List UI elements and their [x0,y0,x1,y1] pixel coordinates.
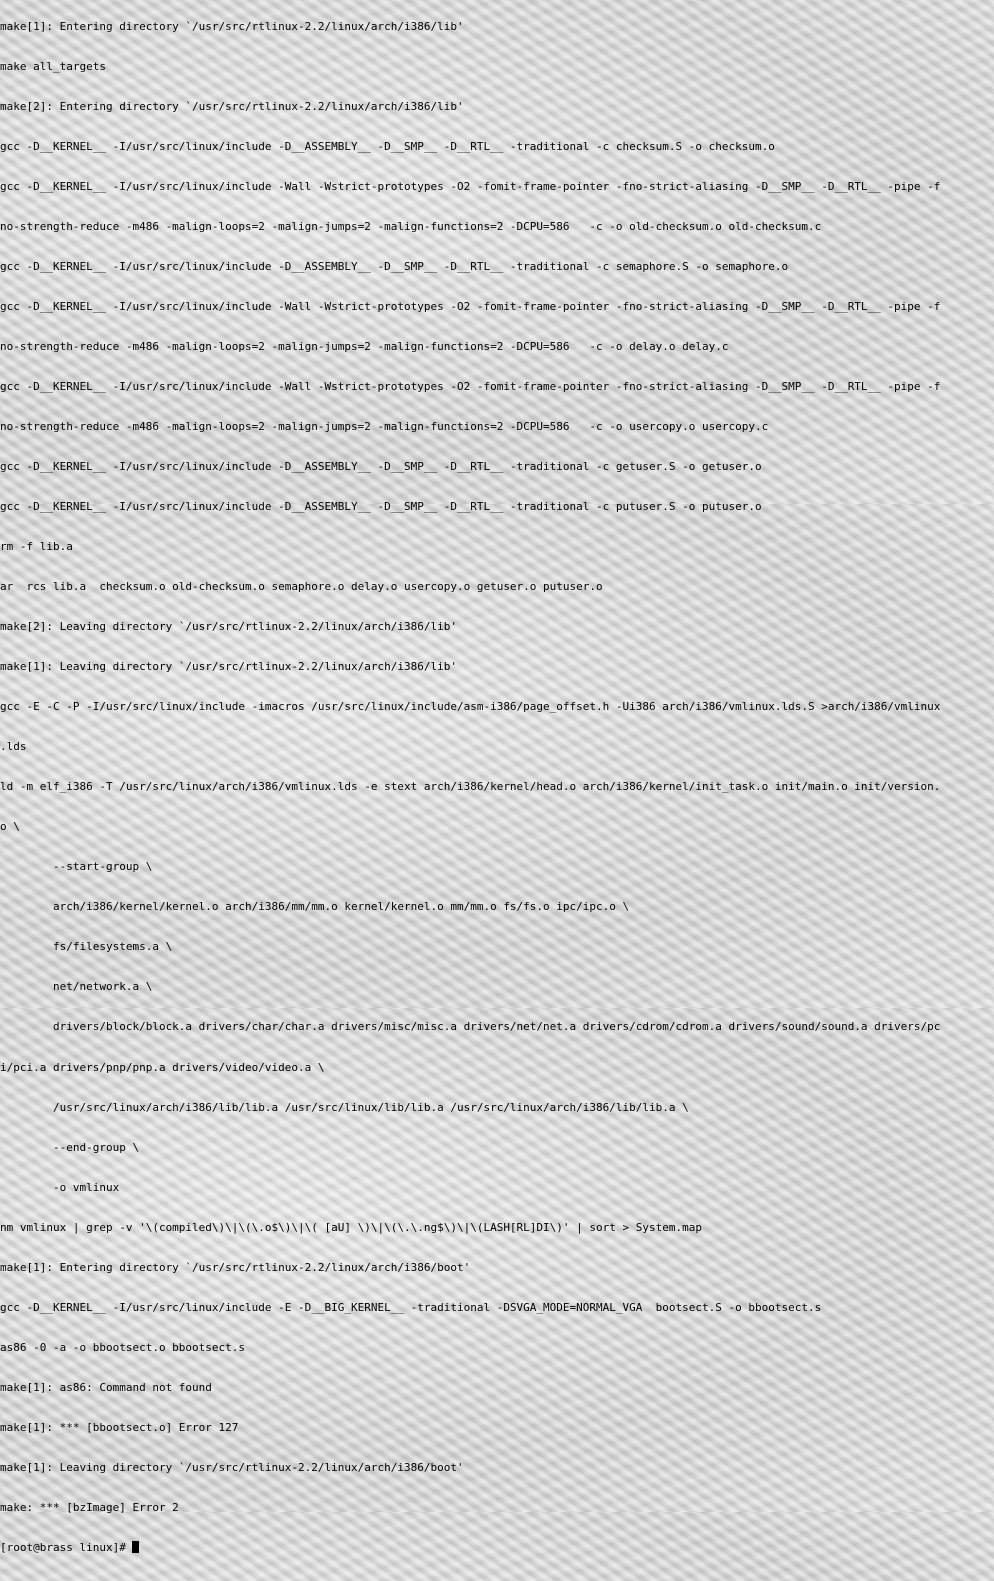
terminal-line: make[1]: Leaving directory `/usr/src/rtlinux-2.2/linux/arch/i386/boot' [0,1460,464,1474]
terminal-line: make all_targets [0,59,106,73]
terminal-line: make[1]: Leaving directory `/usr/src/rtlinux-2.2/linux/arch/i386/lib' [0,660,457,674]
terminal-line: no-strength-reduce -m486 -malign-loops=2 -malign-jumps=2 -malign-functions=2 -DCPU=586 -c -o old-checksum.o old-checksum.c [0,219,822,233]
terminal-line: arch/i386/kernel/kernel.o arch/i386/mm/mm.o kernel/kernel.o mm/mm.o fs/fs.o ipc/ipc.o \ [0,900,630,914]
terminal-line: gcc -D__KERNEL__ -I/usr/src/linux/include -D__ASSEMBLY__ -D__SMP__ -D__RTL__ -traditional -c getuser.S -o getuser.o [0,460,762,474]
command-line[interactable] [0,1541,994,1554]
terminal-line: net/network.a \ [0,980,153,994]
text-cursor [132,1541,139,1553]
terminal-line: fs/filesystems.a \ [0,940,173,954]
terminal-line: ld -m elf_i386 -T /usr/src/linux/arch/i386/vmlinux.lds -e stext arch/i386/kernel/head.o arch/i386/kernel/init_task.o init/main.o init/version. [0,780,941,794]
terminal-line: gcc -D__KERNEL__ -I/usr/src/linux/include -E -D__BIG_KERNEL__ -traditional -DSVGA_MODE=NORMAL_VGA bootsect.S -o bbootsect.s [0,1300,822,1314]
terminal-line: --start-group \ [0,860,153,874]
terminal-line: no-strength-reduce -m486 -malign-loops=2 -malign-jumps=2 -malign-functions=2 -DCPU=586 -c -o delay.o delay.c [0,339,729,353]
terminal-line: make[2]: Leaving directory `/usr/src/rtlinux-2.2/linux/arch/i386/lib' [0,620,457,634]
terminal-line: rm -f lib.a [0,540,73,554]
terminal-line: make[1]: Entering directory `/usr/src/rtlinux-2.2/linux/arch/i386/boot' [0,1260,471,1274]
terminal-line: -o vmlinux [0,1180,120,1194]
terminal-line: .lds [0,740,27,754]
terminal-line: gcc -D__KERNEL__ -I/usr/src/linux/include -D__ASSEMBLY__ -D__SMP__ -D__RTL__ -traditional -c checksum.S -o checksum.o [0,139,775,153]
terminal-line: make[1]: Entering directory `/usr/src/rtlinux-2.2/linux/arch/i386/lib' [0,19,464,33]
terminal-line: ar rcs lib.a checksum.o old-checksum.o semaphore.o delay.o usercopy.o getuser.o putuser.o [0,580,603,594]
terminal-line: /usr/src/linux/arch/i386/lib/lib.a /usr/src/linux/lib/lib.a /usr/src/linux/arch/i386/lib/lib.a \ [0,1100,689,1114]
terminal-line: gcc -D__KERNEL__ -I/usr/src/linux/include -Wall -Wstrict-prototypes -O2 -fomit-frame-pointer -fno-strict-aliasing -D__SMP__ -D__RTL__ -pipe -f [0,379,941,393]
terminal-line: i/pci.a drivers/pnp/pnp.a drivers/video/video.a \ [0,1060,325,1074]
terminal-line: as86 -0 -a -o bbootsect.o bbootsect.s [0,1340,246,1354]
terminal-line: make[1]: *** [bbootsect.o] Error 127 [0,1420,239,1434]
terminal-line: gcc -D__KERNEL__ -I/usr/src/linux/include -D__ASSEMBLY__ -D__SMP__ -D__RTL__ -traditional -c semaphore.S -o semaphore.o [0,259,789,273]
terminal-line: gcc -E -C -P -I/usr/src/linux/include -imacros /usr/src/linux/include/asm-i386/page_offset.h -Ui386 arch/i386/vmlinux.lds.S >arch/i386/vmlinux [0,700,941,714]
terminal-line: o \ [0,820,20,834]
terminal-line: nm vmlinux | grep -v '\(compiled\)\|\(\.o$\)\|\( [aU] \)\|\(\.\.ng$\)\|\(LASH[RL]DI\)' | sort > System.map [0,1220,702,1234]
terminal-line: no-strength-reduce -m486 -malign-loops=2 -malign-jumps=2 -malign-functions=2 -DCPU=586 -c -o usercopy.o usercopy.c [0,420,769,433]
shell-prompt: [root@brass linux]# [0,1540,133,1554]
terminal-line: gcc -D__KERNEL__ -I/usr/src/linux/include -D__ASSEMBLY__ -D__SMP__ -D__RTL__ -traditional -c putuser.S -o putuser.o [0,500,762,514]
terminal-line: make[1]: as86: Command not found [0,1380,212,1394]
terminal-line: make[2]: Entering directory `/usr/src/rtlinux-2.2/linux/arch/i386/lib' [0,99,464,113]
terminal-line: gcc -D__KERNEL__ -I/usr/src/linux/include -Wall -Wstrict-prototypes -O2 -fomit-frame-pointer -fno-strict-aliasing -D__SMP__ -D__RTL__ -pipe -f [0,179,941,193]
terminal-line: gcc -D__KERNEL__ -I/usr/src/linux/include -Wall -Wstrict-prototypes -O2 -fomit-frame-pointer -fno-strict-aliasing -D__SMP__ -D__RTL__ -pipe -f [0,299,941,313]
terminal-line: --end-group \ [0,1140,140,1154]
terminal-line: make: *** [bzImage] Error 2 [0,1500,179,1514]
terminal-line: drivers/block/block.a drivers/char/char.a drivers/misc/misc.a drivers/net/net.a drivers/cdrom/cdrom.a drivers/sound/sound.a drivers/pc [0,1020,941,1034]
